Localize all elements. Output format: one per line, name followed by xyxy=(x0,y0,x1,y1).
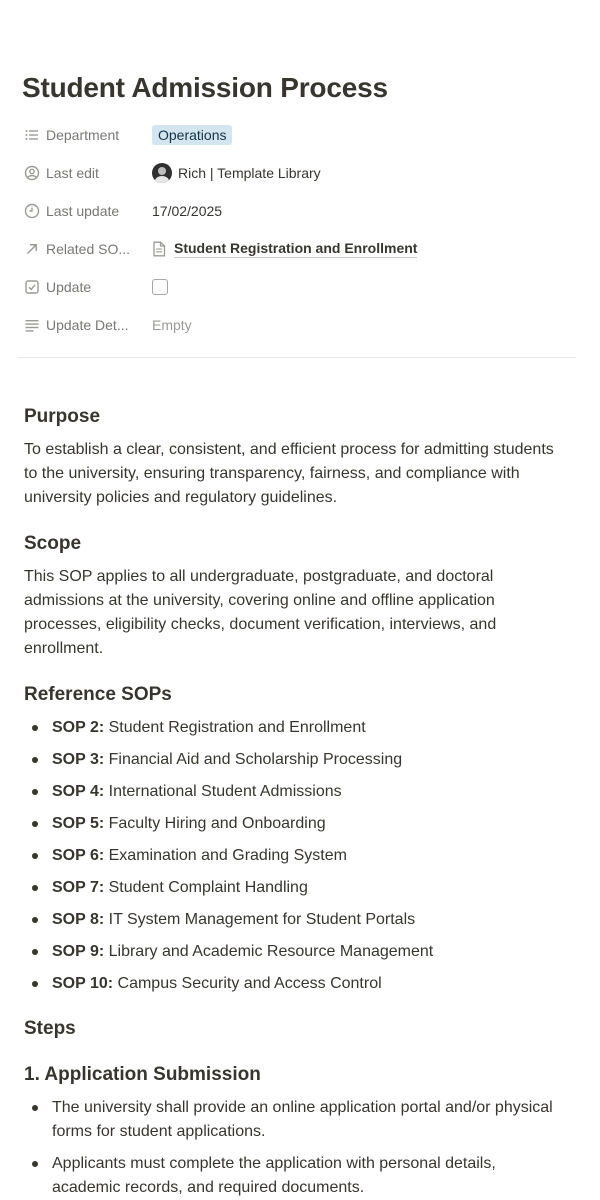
list-item[interactable]: SOP 5: Faculty Hiring and Onboarding xyxy=(24,812,554,836)
clock-icon xyxy=(24,203,40,219)
property-name-last-update[interactable]: Last update xyxy=(22,203,152,219)
user-circle-icon xyxy=(24,165,40,181)
scope-text[interactable]: This SOP applies to all undergraduate, postgraduate, and doctoral admissions at the university, covering online and offline application processes, eligibility checks, document verification, interviews, and enrollment. xyxy=(24,568,497,657)
purpose-text[interactable]: To establish a clear, consistent, and efficient process for admitting students to the university, ensuring transparency, fairness, and compliance with university policies and regulatory guidelines. xyxy=(24,441,554,506)
page-icon xyxy=(152,241,166,257)
property-name-last-edit[interactable]: Last edit xyxy=(22,165,152,181)
property-value-last-edit[interactable] xyxy=(152,163,578,183)
property-value-update xyxy=(152,279,578,295)
last-edit-user: Rich | Template Library xyxy=(178,165,321,181)
list-item[interactable]: SOP 3: Financial Aid and Scholarship Processing xyxy=(24,748,554,772)
department-tag[interactable]: Operations xyxy=(152,125,232,145)
property-value-update-details[interactable] xyxy=(152,317,578,333)
property-update-details xyxy=(22,306,578,344)
properties-panel xyxy=(22,116,578,344)
update-details-empty: Empty xyxy=(152,317,192,333)
property-related xyxy=(22,230,578,268)
property-update xyxy=(22,268,578,306)
list-item[interactable]: SOP 7: Student Complaint Handling xyxy=(24,876,554,900)
list-item[interactable]: SOP 8: IT System Management for Student Portals xyxy=(24,908,554,932)
reference-list xyxy=(24,716,554,996)
checkbox-icon xyxy=(24,279,40,295)
property-value-last-update[interactable] xyxy=(152,203,578,219)
text-lines-icon xyxy=(24,317,40,333)
arrow-up-right-icon xyxy=(24,241,40,257)
related-sop-title: Student Registration and Enrollment xyxy=(174,240,418,256)
property-value-department[interactable] xyxy=(152,125,578,145)
property-name-update-details[interactable]: Update Det... xyxy=(22,317,152,333)
reference-heading[interactable]: Reference SOPs xyxy=(24,684,172,705)
step1-list xyxy=(24,1096,554,1200)
steps-heading[interactable]: Steps xyxy=(24,1018,76,1039)
property-department xyxy=(22,116,578,154)
list-item[interactable]: SOP 6: Examination and Grading System xyxy=(24,844,554,868)
related-sop-link[interactable] xyxy=(152,240,417,258)
property-value-related[interactable] xyxy=(152,240,578,258)
property-name-update[interactable]: Update xyxy=(22,279,152,295)
purpose-heading[interactable]: Purpose xyxy=(24,406,101,427)
page-content xyxy=(24,404,554,1200)
list-item[interactable]: The university shall provide an online application portal and/or physical forms for student applications. xyxy=(24,1096,554,1144)
list-item[interactable]: SOP 10: Campus Security and Access Control xyxy=(24,972,554,996)
property-last-edit xyxy=(22,154,578,192)
divider xyxy=(18,357,576,358)
last-update-date: 17/02/2025 xyxy=(152,203,223,219)
avatar xyxy=(152,163,172,183)
list-item[interactable]: SOP 4: International Student Admissions xyxy=(24,780,554,804)
list-item[interactable]: Applicants must complete the application with personal details, academic records, and required documents. xyxy=(24,1152,554,1200)
property-name-related[interactable]: Related SO... xyxy=(22,241,152,257)
step1-heading[interactable]: 1. Application Submission xyxy=(24,1064,261,1085)
scope-heading[interactable]: Scope xyxy=(24,533,82,554)
update-checkbox[interactable] xyxy=(152,279,168,295)
page-title[interactable]: Student Admission Process xyxy=(22,72,388,103)
list-item[interactable]: SOP 2: Student Registration and Enrollment xyxy=(24,716,554,740)
property-name-department[interactable]: Department xyxy=(22,127,152,143)
list-item[interactable]: SOP 9: Library and Academic Resource Management xyxy=(24,940,554,964)
list-icon xyxy=(24,127,40,143)
property-last-update xyxy=(22,192,578,230)
